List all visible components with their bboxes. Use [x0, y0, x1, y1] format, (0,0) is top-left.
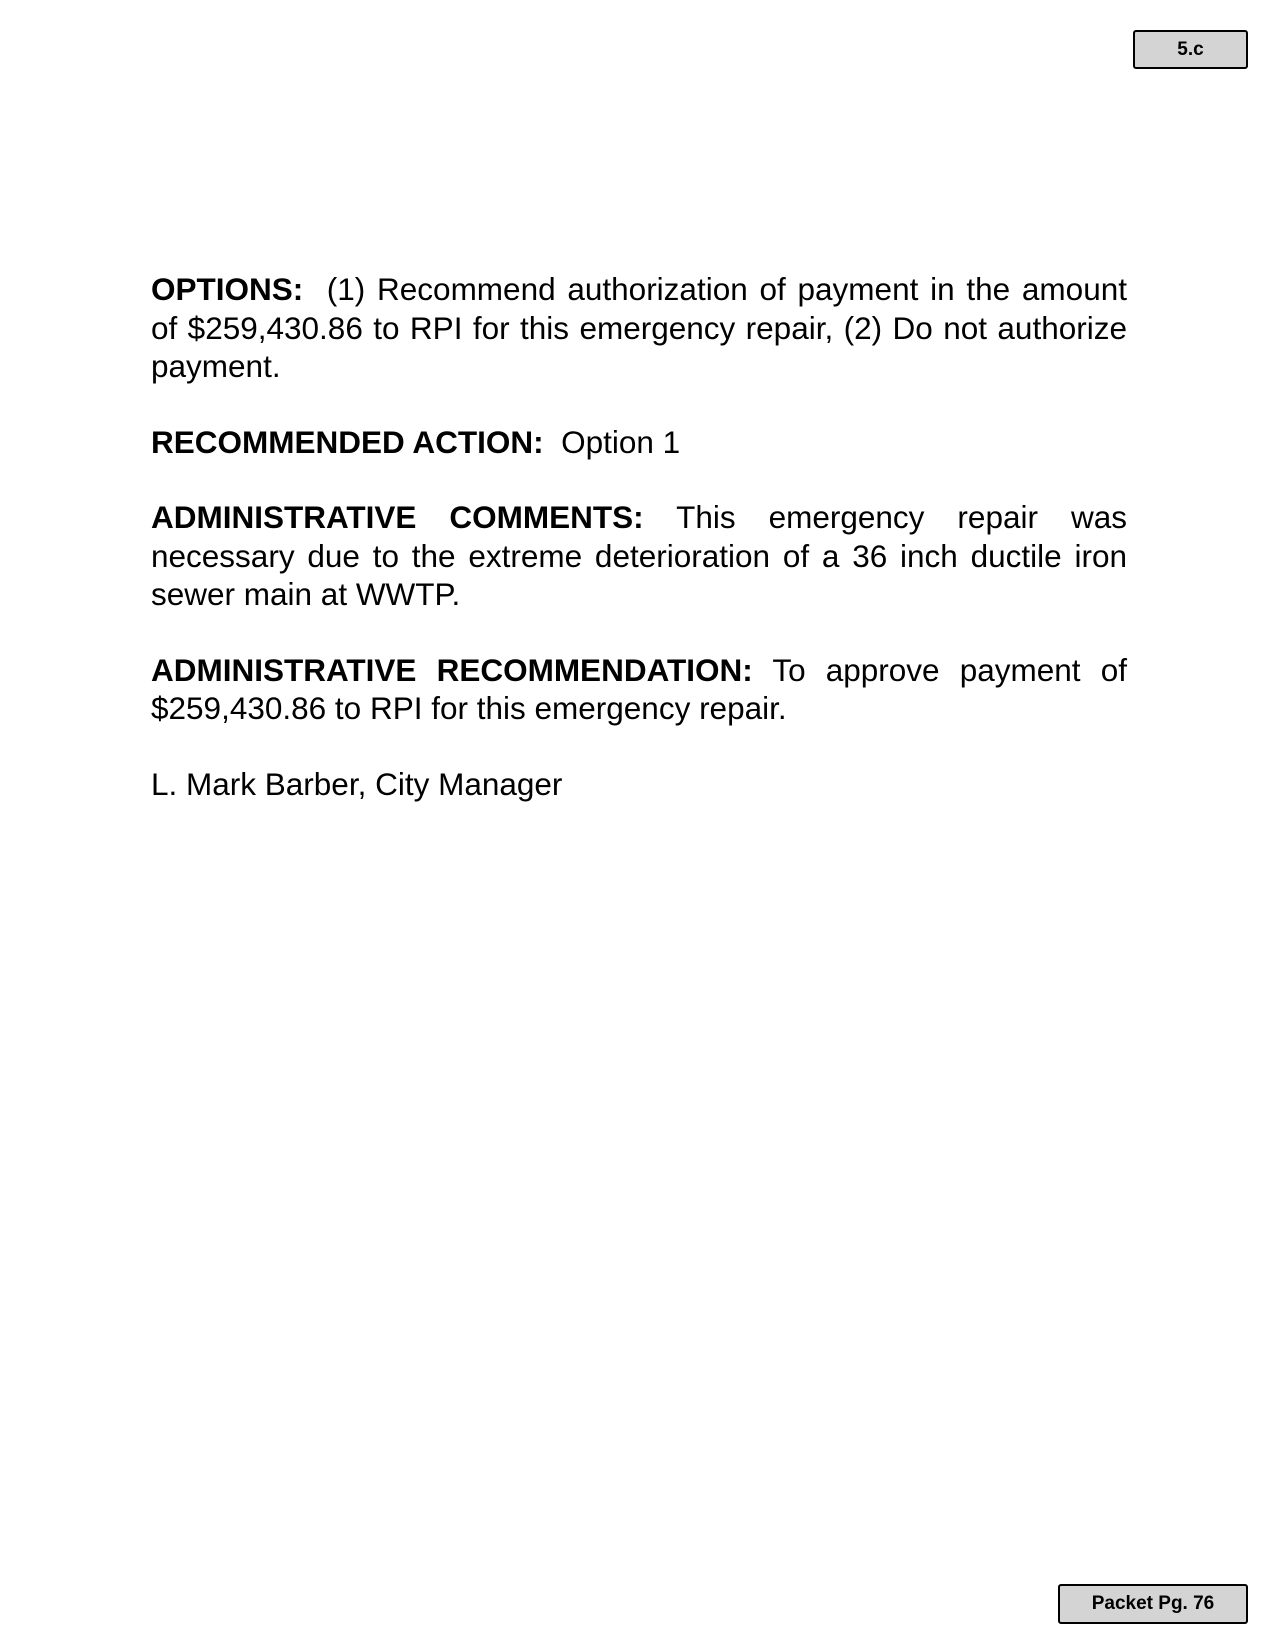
administrative-recommendation-section	[151, 651, 1127, 728]
recommended-action-section	[151, 423, 1127, 462]
administrative-recommendation-text: To approve payment of $259,430.86 to RPI for this emergency repair.	[151, 651, 1127, 726]
administrative-comments-section	[151, 498, 1127, 614]
agenda-item-tag: 5.c	[1133, 30, 1248, 69]
options-section	[151, 270, 1127, 386]
administrative-recommendation-label: ADMINISTRATIVE RECOMMENDATION:	[151, 651, 753, 688]
administrative-comments-text: This emergency repair was necessary due to the extreme deterioration of a 36 inch ductile iron sewer main at WWTP.	[151, 499, 1127, 612]
recommended-action-text: Option 1	[561, 423, 681, 460]
document-body	[151, 270, 1127, 803]
signature: L. Mark Barber, City Manager	[151, 765, 563, 802]
options-text: (1) Recommend authorization of payment in the amount of $259,430.86 to RPI for this emergency repair, (2) Do not authorize payment.	[151, 271, 1127, 384]
administrative-comments-label: ADMINISTRATIVE COMMENTS:	[151, 499, 644, 535]
packet-page-number: Packet Pg. 76	[1058, 1584, 1248, 1624]
options-label: OPTIONS:	[151, 271, 304, 307]
recommended-action-label: RECOMMENDED ACTION:	[151, 423, 544, 460]
